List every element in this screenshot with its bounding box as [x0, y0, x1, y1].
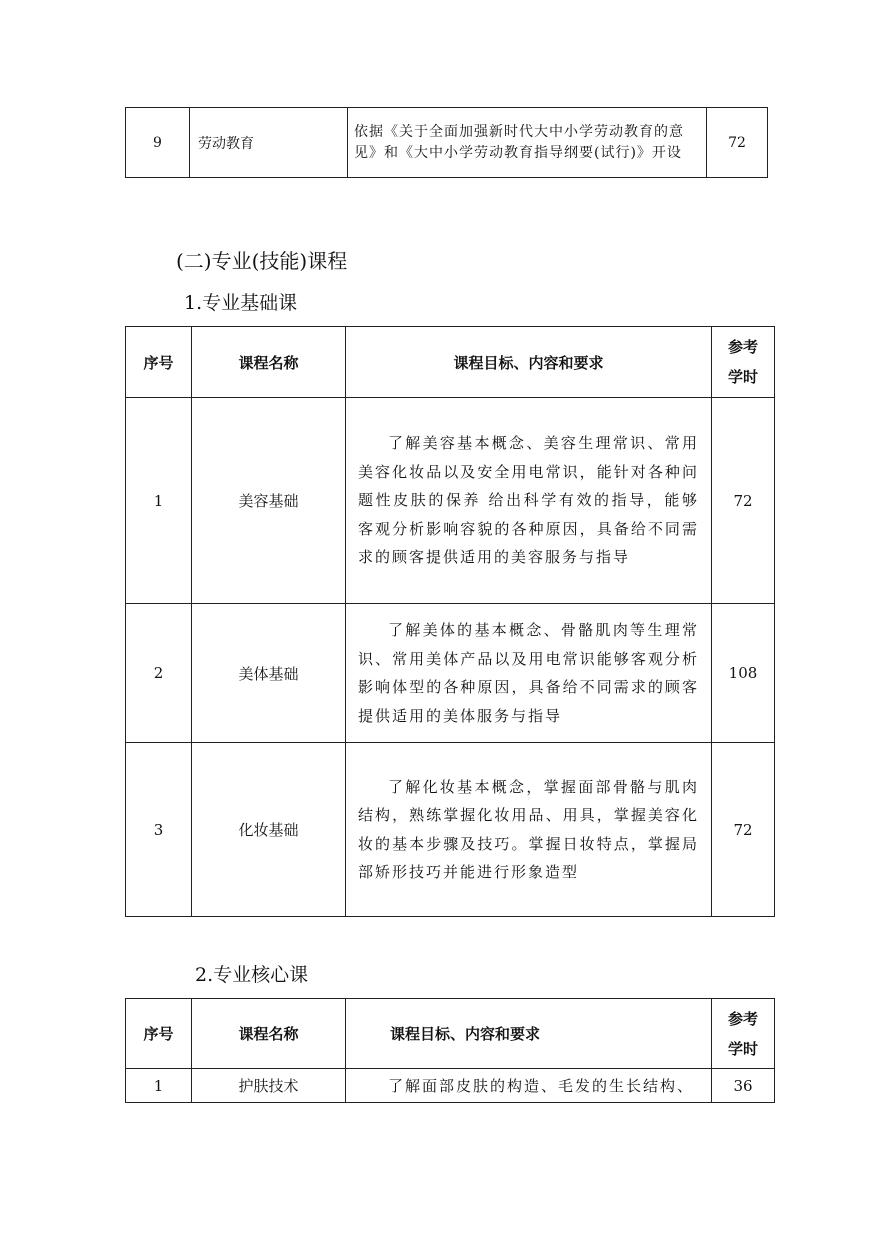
course-name: 化妆基础 — [192, 743, 346, 917]
course-name: 美体基础 — [192, 604, 346, 743]
header-hours — [712, 999, 775, 1069]
header-hours-line1: 参考 — [727, 1009, 758, 1028]
table-header-row — [126, 327, 775, 398]
table-row — [126, 743, 775, 917]
header-number: 序号 — [126, 999, 192, 1069]
course-description: 了解美容基本概念、美容生理常识、常用美容化妆品以及安全用电常识，能针对各种问题性皮肤的保养 给出科学有效的指导，能够客观分析影响容貌的各种原因，具备给不同需求的顾客提供适用的美容服务与指导 — [346, 398, 712, 604]
core-course-table — [125, 998, 775, 1103]
subsection-heading-core: 2.专业核心课 — [195, 964, 309, 986]
course-hours: 72 — [712, 398, 775, 604]
course-name: 护肤技术 — [192, 1069, 346, 1103]
table-row — [126, 398, 775, 604]
course-number: 2 — [126, 604, 192, 743]
course-hours: 108 — [712, 604, 775, 743]
course-number: 3 — [126, 743, 192, 917]
header-name: 课程名称 — [192, 999, 346, 1069]
table-row — [126, 108, 768, 178]
course-name: 劳动教育 — [190, 108, 348, 178]
header-hours — [712, 327, 775, 398]
course-description: 了解面部皮肤的构造、毛发的生长结构、 — [346, 1069, 712, 1103]
header-hours-line1: 参考 — [727, 338, 758, 356]
table-row — [126, 1069, 775, 1103]
header-description: 课程目标、内容和要求 — [346, 327, 712, 398]
basic-course-table — [125, 326, 775, 917]
section-heading: (二)专业(技能)课程 — [176, 249, 348, 273]
course-number: 1 — [126, 398, 192, 604]
course-hours: 72 — [707, 108, 768, 178]
course-name: 美容基础 — [192, 398, 346, 604]
header-description: 课程目标、内容和要求 — [346, 999, 712, 1069]
course-number: 1 — [126, 1069, 192, 1103]
header-number: 序号 — [126, 327, 192, 398]
course-description: 了解美体的基本概念、骨骼肌肉等生理常识、常用美体产品以及用电常识能够客观分析影响体型的各种原因，具备给不同需求的顾客提供适用的美体服务与指导 — [346, 604, 712, 743]
header-name: 课程名称 — [192, 327, 346, 398]
table-header-row — [126, 999, 775, 1069]
table-row — [126, 604, 775, 743]
course-description: 了解化妆基本概念，掌握面部骨骼与肌肉结构，熟练掌握化妆用品、用具，掌握美容化妆的基本步骤及技巧。掌握日妆特点，掌握局部矫形技巧并能进行形象造型 — [346, 743, 712, 917]
subsection-heading-basic: 1.专业基础课 — [184, 292, 298, 314]
course-description: 依据《关于全面加强新时代大中小学劳动教育的意见》和《大中小学劳动教育指导纲要(试行)》开设 — [348, 108, 707, 178]
continued-course-table — [125, 107, 768, 178]
course-hours: 72 — [712, 743, 775, 917]
header-hours-line2: 学时 — [727, 1039, 758, 1058]
header-hours-line2: 学时 — [727, 368, 758, 386]
course-hours: 36 — [712, 1069, 775, 1103]
course-number: 9 — [126, 108, 190, 178]
